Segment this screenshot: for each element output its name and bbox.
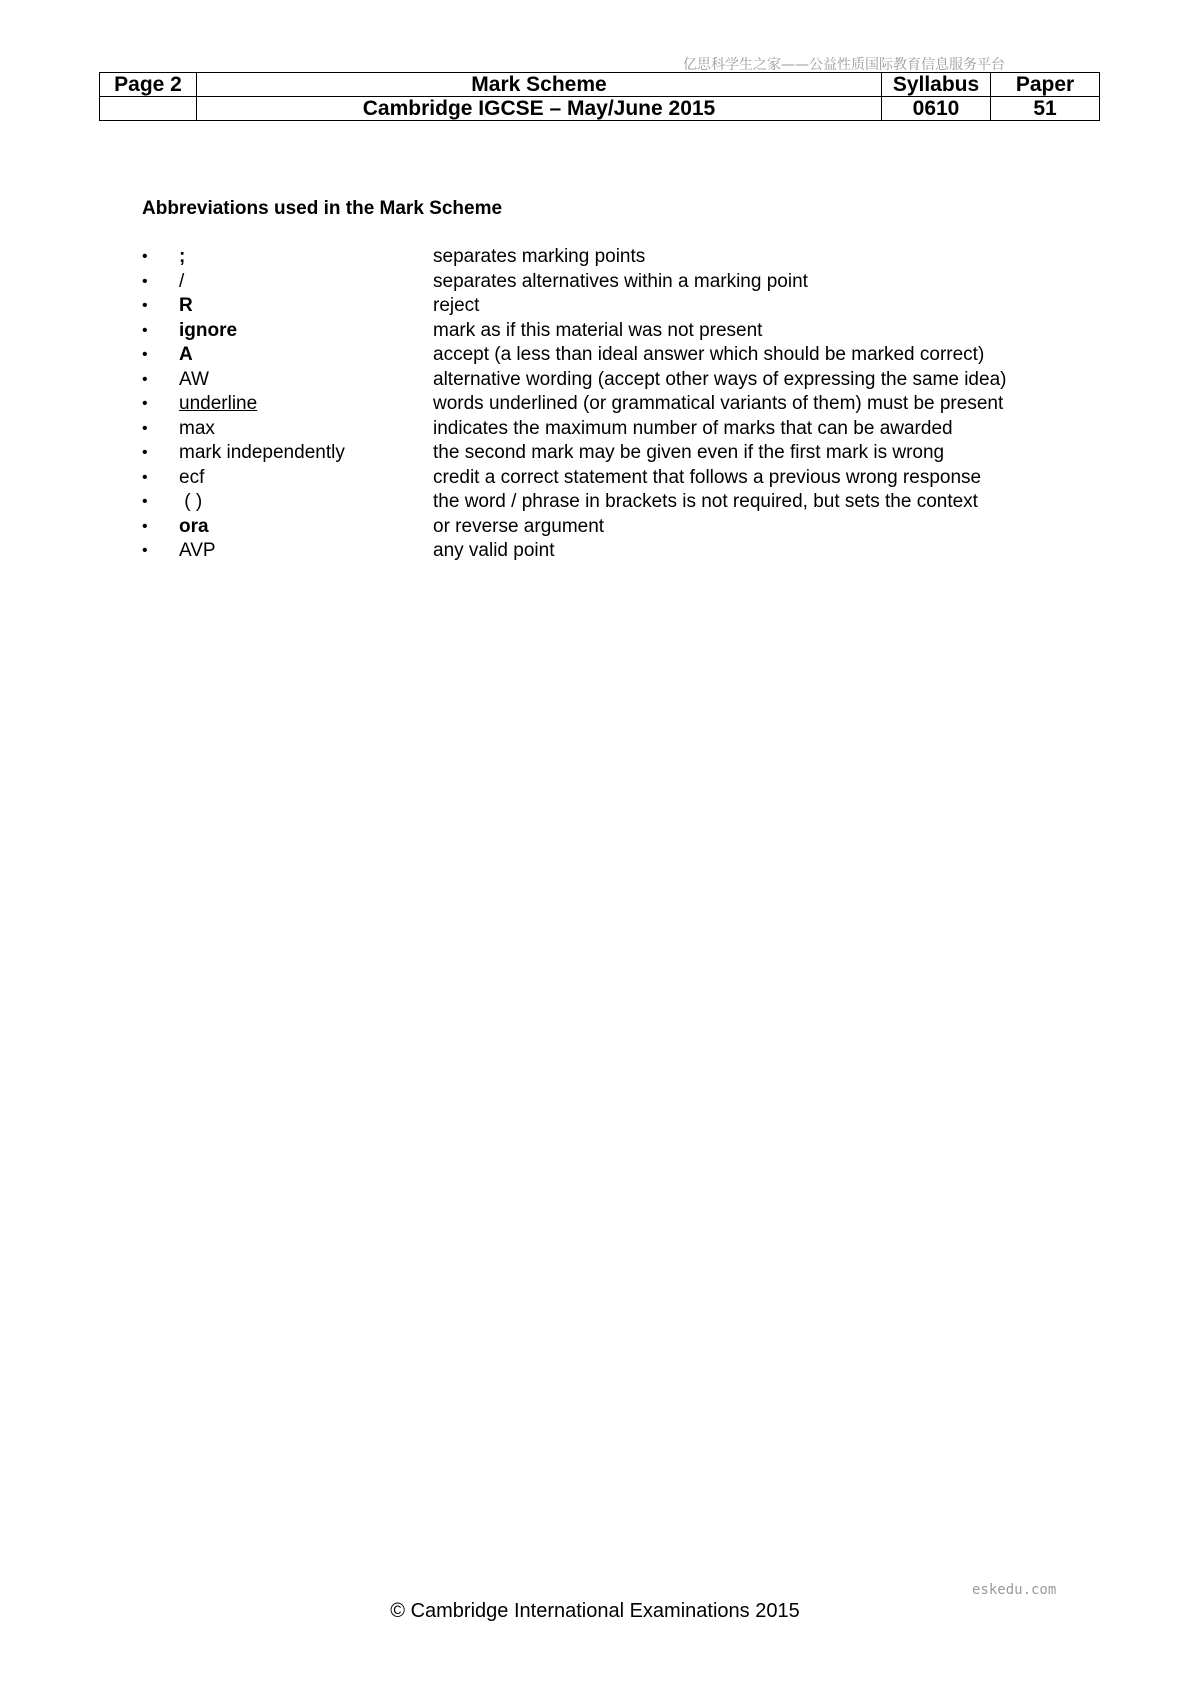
abbreviation-meaning: alternative wording (accept other ways of expressing the same idea) xyxy=(433,368,1007,390)
abbreviation-list xyxy=(142,245,1062,564)
list-item xyxy=(142,343,1062,368)
syllabus-code: 0610 xyxy=(882,97,991,121)
bullet-icon: • xyxy=(142,346,148,363)
list-item xyxy=(142,294,1062,319)
list-item xyxy=(142,466,1062,491)
abbreviation-term: underline xyxy=(179,393,258,414)
abbreviation-meaning: mark as if this material was not present xyxy=(433,319,763,341)
bullet-icon: • xyxy=(142,297,148,314)
abbreviation-meaning: credit a correct statement that follows a previous wrong response xyxy=(433,466,982,488)
bullet-icon: • xyxy=(142,370,148,388)
bullet-icon: • xyxy=(142,321,148,339)
abbreviation-meaning: the word / phrase in brackets is not required, but sets the context xyxy=(433,491,978,512)
abbreviation-meaning: the second mark may be given even if the first mark is wrong xyxy=(433,442,945,463)
list-item xyxy=(142,539,1062,564)
abbreviation-term: max xyxy=(179,417,215,439)
abbreviation-term: R xyxy=(179,295,193,316)
bullet-icon: • xyxy=(142,272,148,290)
abbreviation-term: A xyxy=(179,344,193,365)
bullet-icon: • xyxy=(142,542,148,559)
abbreviation-term: ora xyxy=(179,515,209,537)
list-item xyxy=(142,319,1062,344)
copyright-footer: © Cambridge International Examinations 2015 xyxy=(390,1600,800,1622)
header-row-1 xyxy=(100,73,1100,97)
list-item xyxy=(142,490,1062,515)
abbreviation-meaning: words underlined (or grammatical variants of them) must be present xyxy=(433,393,1004,414)
header-table xyxy=(99,72,1100,121)
syllabus-label: Syllabus xyxy=(882,73,991,97)
abbreviation-term: ( ) xyxy=(179,491,203,512)
exam-name: Cambridge IGCSE – May/June 2015 xyxy=(197,97,882,121)
list-item xyxy=(142,368,1062,393)
bullet-icon: • xyxy=(142,419,148,437)
bullet-icon: • xyxy=(142,493,148,510)
bullet-icon: • xyxy=(142,444,148,461)
abbreviation-term: ; xyxy=(179,246,186,267)
page-label: Page 2 xyxy=(100,73,197,97)
abbreviation-term: / xyxy=(179,270,185,292)
abbreviation-term: ignore xyxy=(179,319,238,341)
abbreviation-term: ecf xyxy=(179,466,205,488)
abbreviation-meaning: or reverse argument xyxy=(433,515,605,537)
list-item xyxy=(142,441,1062,466)
list-item xyxy=(142,515,1062,540)
bullet-icon: • xyxy=(142,517,148,535)
list-item xyxy=(142,245,1062,270)
document-title: Mark Scheme xyxy=(197,73,882,97)
watermark-bottom: eskedu.com xyxy=(972,1582,1057,1598)
bullet-icon: • xyxy=(142,395,148,412)
abbreviation-meaning: separates marking points xyxy=(433,246,646,267)
bullet-icon: • xyxy=(142,248,148,265)
abbreviation-meaning: accept (a less than ideal answer which should be marked correct) xyxy=(433,344,985,365)
bullet-icon: • xyxy=(142,468,148,486)
section-heading: Abbreviations used in the Mark Scheme xyxy=(142,198,503,219)
abbreviation-term: AW xyxy=(179,368,209,390)
watermark-top: 亿思科学生之家——公益性质国际教育信息服务平台 xyxy=(683,57,1005,73)
header-row-2 xyxy=(100,97,1100,121)
abbreviation-term: AVP xyxy=(179,540,216,561)
abbreviation-meaning: separates alternatives within a marking point xyxy=(433,270,808,292)
abbreviation-meaning: reject xyxy=(433,295,480,316)
list-item xyxy=(142,417,1062,442)
abbreviation-meaning: any valid point xyxy=(433,540,555,561)
abbreviation-term: mark independently xyxy=(179,442,345,463)
list-item xyxy=(142,270,1062,295)
abbreviation-meaning: indicates the maximum number of marks that can be awarded xyxy=(433,417,953,439)
list-item xyxy=(142,392,1062,417)
paper-number: 51 xyxy=(991,97,1100,121)
paper-label: Paper xyxy=(991,73,1100,97)
header-empty-cell xyxy=(100,97,197,121)
